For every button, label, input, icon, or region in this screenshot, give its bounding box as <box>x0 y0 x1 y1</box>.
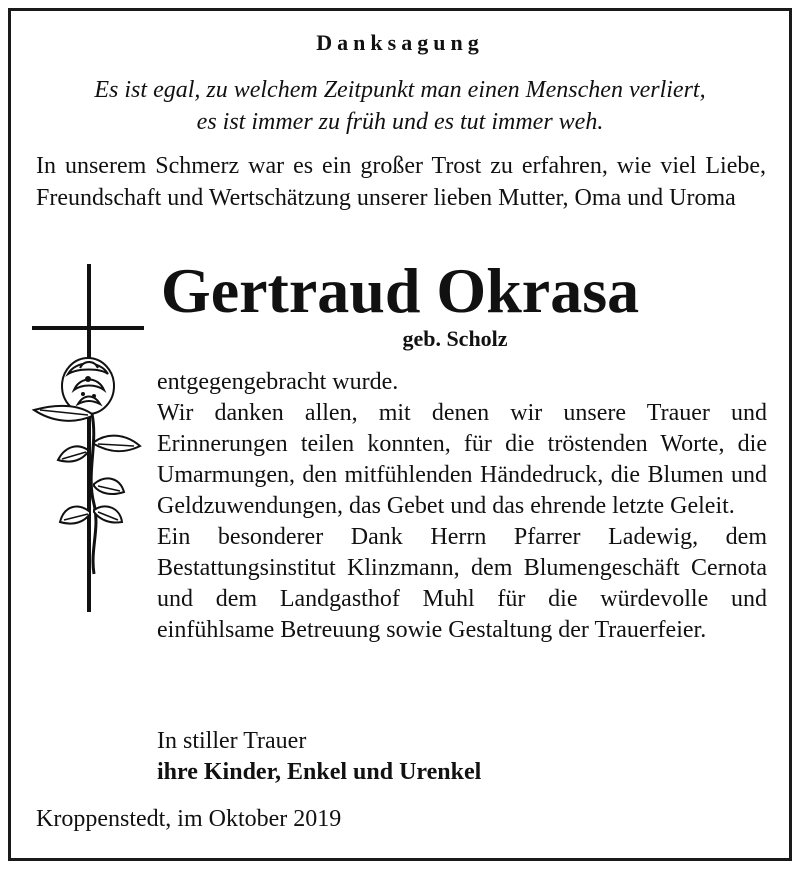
notice-heading: Danksagung <box>316 30 484 55</box>
family-signature: ihre Kinder, Enkel und Urenkel <box>157 759 482 785</box>
cross-with-rose-icon <box>28 264 148 614</box>
deceased-name: Gertraud Okrasa <box>160 255 640 326</box>
paragraph-1: entgegengebracht wurde. <box>157 369 399 395</box>
quote-line-1: Es ist egal, zu welchem Zeitpunkt man einen Menschen verliert, <box>94 77 706 103</box>
quote <box>0 74 800 138</box>
quote-line-2: es ist immer zu früh und es tut immer weh. <box>196 109 604 135</box>
place-date: Kroppenstedt, im Oktober 2019 <box>36 806 342 832</box>
signoff <box>157 726 481 788</box>
signoff-line: In stiller Trauer <box>157 728 307 754</box>
intro-text: In unserem Schmerz war es ein großer Trost zu erfahren, wie viel Liebe, Freundschaft und Wertschätzung unserer lieben Mutter, Oma und Uroma <box>36 153 766 211</box>
paragraph-2: Wir danken allen, mit denen wir unsere Trauer und Erinnerungen teilen konnten, für die tröstenden Worte, die Umarmungen, den mitfühlenden Händedruck, die Blumen und Geldzuwendungen, das Gebet und das ehrende letzte Geleit. <box>157 400 767 519</box>
maiden-name: geb. Scholz <box>402 326 508 351</box>
paragraph-3: Ein besonderer Dank Herrn Pfarrer Ladewig, dem Bestattungsinstitut Klinzmann, dem Blumengeschäft Cernota und dem Landgasthof Muhl für die würdevolle und einfühlsame Betreuung sowie Gestaltung der Trauerfeier. <box>157 524 767 643</box>
thanks-body <box>157 367 767 646</box>
